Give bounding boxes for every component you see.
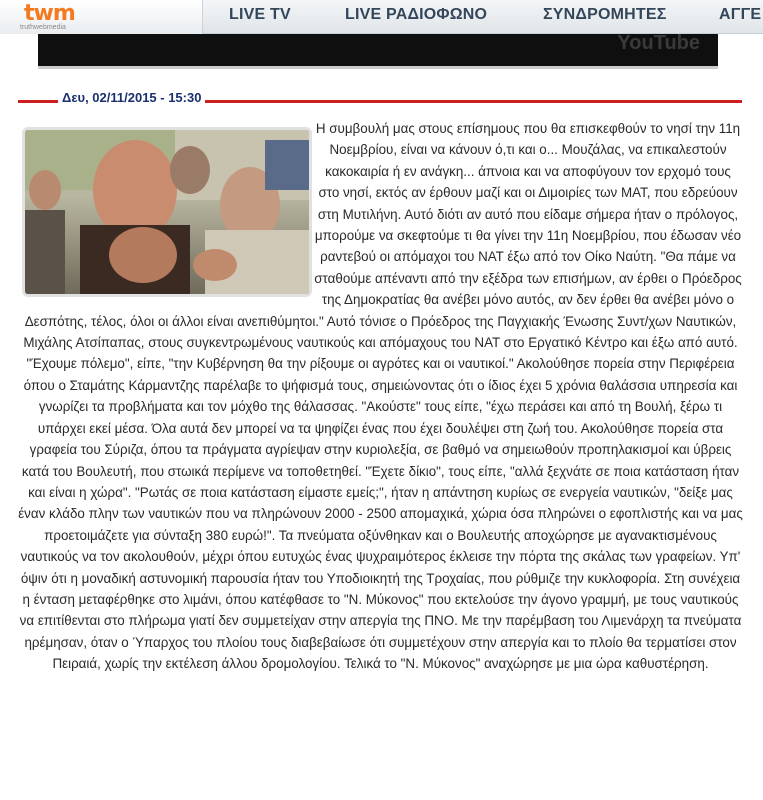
article-date: Δευ, 02/11/2015 - 15:30 (58, 90, 205, 105)
nav-item-more[interactable]: ΑΓΓΕ (719, 6, 762, 23)
main-nav (202, 0, 763, 34)
nav-item-live-tv[interactable]: LIVE TV (229, 6, 291, 23)
youtube-watermark: YouTube (617, 32, 700, 54)
logo-subtitle: truthwebmedia (20, 24, 66, 31)
article-text: Η συμβουλή μας στους επίσημους που θα επισκεφθούν το νησί την 11η Νοεμβρίου, είναι να κάνουν ό,τι και ο... Μουζάλας, να επικαλεστούν κακοκαιρία ή εν ανάγκη... άπνοια και να αποφύγουν τον ερχομό τους στο νησί, εκτός αν έρθουν μαζί και οι Διμοιρίες των ΜΑΤ, που εδρεύουν στη Μυτιλήνη. Αυτό διότι αν αυτό που είδαμε σήμερα ήταν ο πρόλογος, μπορούμε να σκεφτούμε τι θα γίνει την 11η Νοεμβρίου, που έδωσαν νέο ραντεβού οι απόμαχοι του ΝΑΤ έξω από τον Οίκο Ναύτη. "Θα πάμε να σταθούμε απέναντι από την εξέδρα των επισήμων, αν έρθει ο Πρόεδρος της Δημοκρατίας θα ανέβει μόνο αυτός, αν δεν έρθει θα ανέβει μόνο ο Δεσπότης, τέλος, όλοι οι άλλοι είναι ανεπιθύμητοι." Αυτό τόνισε ο Πρόεδρος της Παγχιακής Ένωσης Συντ/χων Ναυτικών, Μιχάλης Ατσίπαπας, στους συγκεντρωμένους ναυτικούς και απόμαχους του ΝΑΤ στο Εργατικό Κέντρο και έξω από αυτό. "Έχουμε πόλεμο", είπε, "την Κυβέρνηση θα την ρίξουμε οι αγρότες και οι ναυτικοί." Ακολούθησε πορεία στην Περιφέρεια όπου ο Σταμάτης Κάρμαντζης παρέλαβε το ψήφισμά τους, σημειώνοντας ότι ο ίδιος έχει 5 χρόνια θαλάσσια υπηρεσία και γνωρίζει τα προβλήματα και τον μόχθο της θάλασσας. "Ακούστε" τους είπε, "έχω περάσει και από τη Βουλή, ξέρω τι υπάρχει εκεί μέσα. Όλα αυτά δεν μπορεί να τα ψηφίζει ένας που έχει δουλέψει στη ζωή του. Ακολούθησε πορεία στα γραφεία του Σύριζα, όπου τα πράγματα αγρίεψαν στην κυριολεξία, σε βαθμό να σημειωθούν προπηλακισμοί και ύβρεις κατά του Βουλευτή, που στωικά περίμενε να τοποθετηθεί. "Έχετε δίκιο", τους είπε, "αλλά ξεχνάτε σε ποια κατάσταση ήταν και είναι η χώρα". "Ρωτάς σε ποια κατάσταση είμαστε εμείς;", ήταν η απάντηση κυρίως σε ενεργεία ναυτικών, "δείξε μας έναν κλάδο πλην των ναυτικών που να πληρώνουν 2000 - 2500 απομαχικά, χώρια όσα πληρώνει ο εφοπλιστής και να μας προετοιμάζετε για σύνταξη 380 ευρώ!". Τα πνεύματα οξύνθηκαν και ο Βουλευτής αποχώρησε με αγανακτισμένους ναυτικούς να τον ακολουθούν, μέχρι όπου ευτυχώς ένας ψυχραιμότερος έκλεισε την πόρτα της σκάλας των γραφείων. Υπ' όψιν ότι η μοναδική αστυνομική παρουσία ήταν του Υποδιοικητή της Τροχαίας, που ρύθμιζε την κυκλοφορία. Στη συνέχεια η ένταση μεταφέρθηκε στο λιμάνι, όπου κατέφθασε το "Ν. Μύκονος" που εκτελούσε την άγονο γραμμή, με τους ναυτικούς να επιτίθενται στο πλήρωμα γιατί δεν συμμετείχαν στην απεργία της ΠΝΟ. Με την παρέμβαση του Λιμενάρχη τα πνεύματα ηρέμησαν, όταν ο Ύπαρχος του πλοίου τους διαβεβαίωσε ότι συμμετέχουν στην απεργία και το πλοίο θα τερματίσει στον Πειραιά, χωρίς την εκτέλεση άλλου δρομολογίου. Τελικά το "Ν. Μύκονος" αναχώρησε με μια ώρα καθυστέρηση. (18, 121, 743, 672)
nav-item-live-radio[interactable]: LIVE ΡΑΔΙΟΦΩΝΟ (345, 6, 488, 23)
nav-item-subscribers[interactable]: ΣΥΝΔΡΟΜΗΤΕΣ (543, 6, 667, 23)
top-bar (0, 0, 763, 34)
video-player[interactable] (38, 34, 718, 69)
article-body (18, 118, 743, 675)
site-logo[interactable] (18, 2, 96, 32)
logo-mark: twm (24, 1, 75, 26)
